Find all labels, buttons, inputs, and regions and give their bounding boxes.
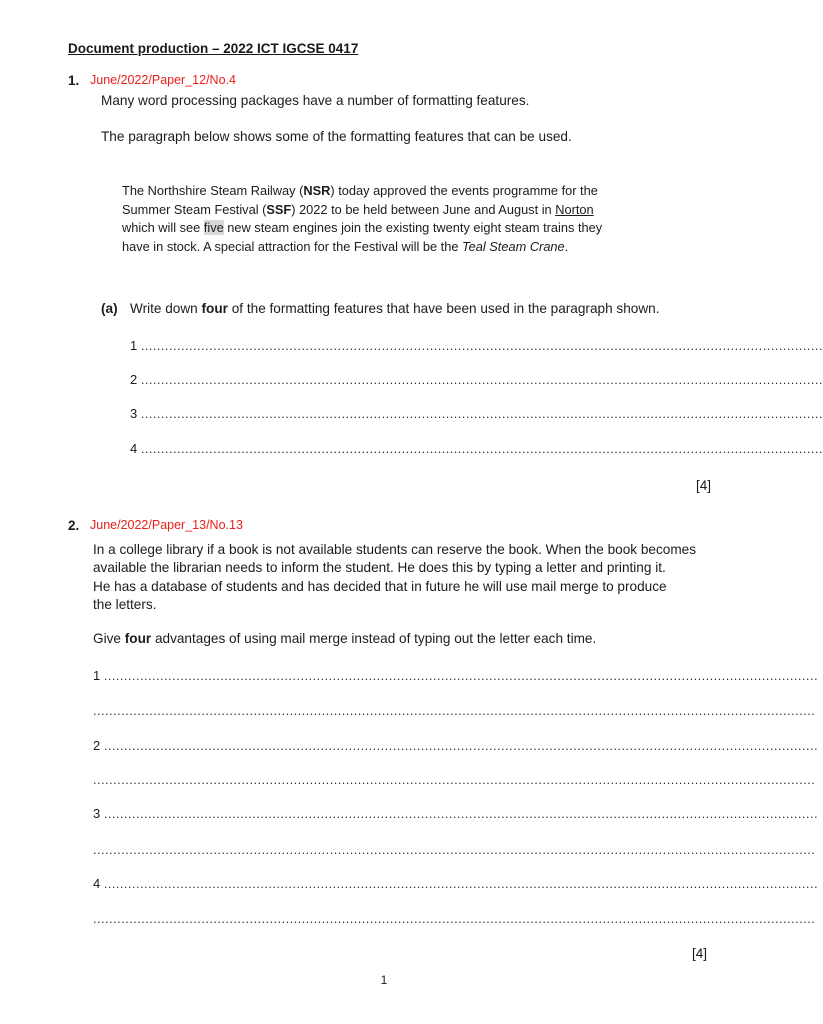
underlined-text-norton: Norton [555, 201, 594, 217]
question-1-reference: June/2022/Paper_12/No.4 [90, 73, 236, 87]
answer-line-3[interactable]: 3 .................................................................................................................................................................................. [93, 806, 818, 821]
answer-line-2[interactable]: 2 .................................................................................................................................................................................. [93, 738, 818, 753]
answer-line-1a[interactable]: 1 .......................................................................................................................................................................... [130, 338, 823, 353]
question-2-prompt: Give four advantages of using mail merge instead of typing out the letter each time. [93, 631, 597, 646]
question-2-body: In a college library if a book is not available students can reserve the book. When the book becomes available the librarian needs to inform the student. He does this by typing a letter and printing it. He has a database of students and has decided that in future he will use mail merge to produce the letters. [93, 542, 697, 612]
question-1-intro-1: Many word processing packages have a number of formatting features. [101, 93, 530, 108]
highlighted-text-five: five [203, 220, 224, 235]
answer-line-1[interactable]: 1 .................................................................................................................................................................................. [93, 668, 818, 683]
answer-line-2-continued[interactable]: .................................................................................................................................................................................... [93, 772, 816, 787]
sample-paragraph [122, 182, 602, 256]
question-2-marks: [4] [692, 946, 708, 961]
answer-line-4[interactable]: 4 .................................................................................................................................................................................. [93, 876, 818, 891]
sample-paragraph-line-1: The Northshire Steam Railway (NSR) today approved the events programme for the [122, 183, 598, 198]
answer-line-1-continued[interactable]: .................................................................................................................................................................................... [93, 703, 816, 718]
italic-text-teal-steam-crane: Teal Steam Crane [462, 238, 565, 254]
answer-line-3a[interactable]: 3 .......................................................................................................................................................................... [130, 406, 823, 421]
document-title: Document production – 2022 ICT IGCSE 0417 [68, 41, 359, 56]
bold-text-ssf: SSF [266, 201, 292, 217]
question-2-number: 2. [68, 518, 80, 533]
bold-text-nsr: NSR [303, 183, 331, 198]
question-1-intro-2: The paragraph below shows some of the formatting features that can be used. [101, 129, 572, 144]
page-number: 1 [380, 973, 388, 987]
part-a-question: Write down four of the formatting features that have been used in the paragraph shown. [130, 301, 660, 316]
part-a-label: (a) [101, 301, 118, 316]
answer-line-2a[interactable]: 2 .......................................................................................................................................................................... [130, 372, 823, 387]
answer-line-4a[interactable]: 4 .......................................................................................................................................................................... [130, 441, 823, 456]
question-2-reference: June/2022/Paper_13/No.13 [90, 518, 243, 532]
question-1-marks: [4] [696, 478, 712, 493]
question-1-number: 1. [68, 73, 80, 88]
sample-paragraph-line-3: which will see five new steam engines join the existing twenty eight steam trains they [122, 220, 603, 235]
answer-line-3-continued[interactable]: .................................................................................................................................................................................... [93, 842, 816, 857]
sample-paragraph-line-2: Summer Steam Festival (SSF) 2022 to be held between June and August in Norton [122, 201, 594, 217]
answer-line-4-continued[interactable]: .................................................................................................................................................................................... [93, 911, 816, 926]
sample-paragraph-line-4: have in stock. A special attraction for the Festival will be the Teal Steam Crane. [122, 238, 569, 254]
